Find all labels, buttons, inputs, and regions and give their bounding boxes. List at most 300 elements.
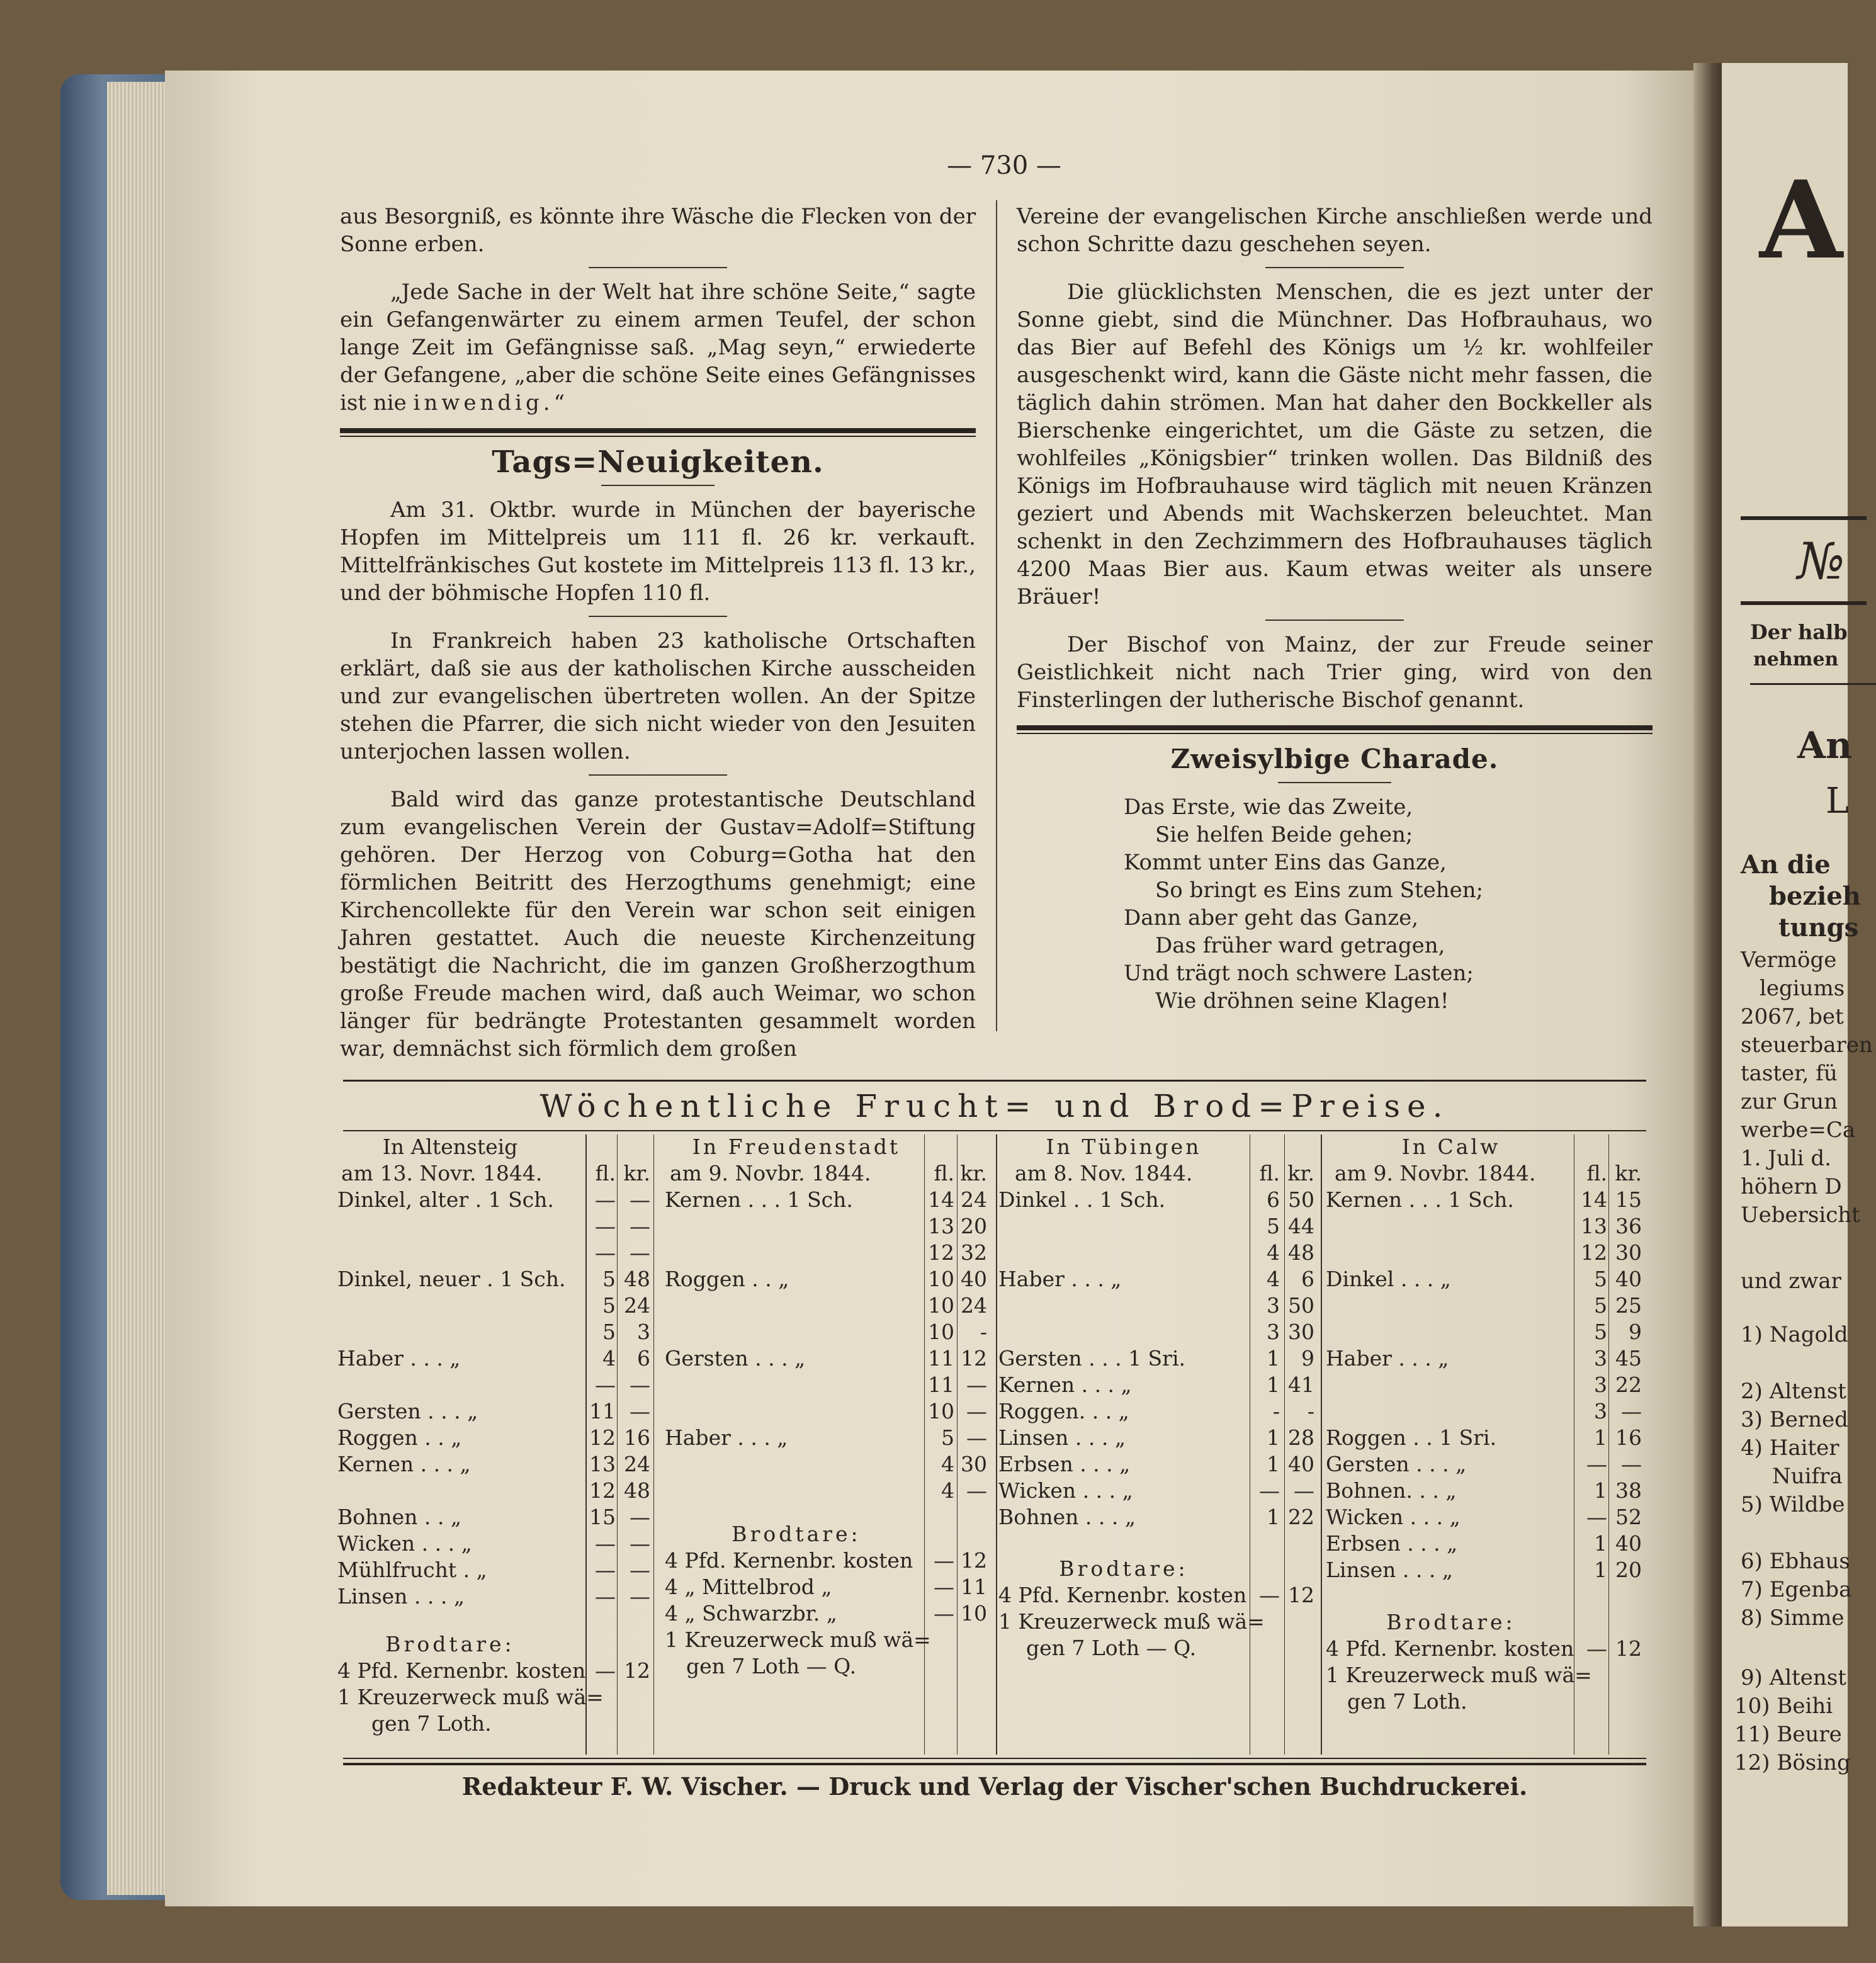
price-kr: 6 [637,1346,650,1371]
commodity-name: Wicken . . . „ [998,1478,1133,1503]
brod-kr: 11 [961,1575,987,1599]
table-row [995,1267,1322,1293]
commodity-name: Gersten . . . 1 Sri. [998,1346,1185,1371]
price-kr: 30 [1615,1240,1642,1265]
next-page-rule [1741,601,1867,605]
table-row [661,1425,995,1452]
price-kr: 41 [1288,1372,1314,1397]
commodity-name: Dinkel . . 1 Sch. [998,1187,1166,1212]
table-row [334,1320,661,1346]
price-fl: 3 [1594,1346,1607,1371]
table-bottom-rule [343,1758,1646,1765]
next-page-line: 10) Beihi [1734,1694,1833,1719]
place-name: In Calw [1401,1134,1501,1159]
table-row [995,1478,1322,1505]
price-fl: 11 [589,1399,616,1423]
next-page-masthead: A [1760,157,1843,283]
table-row [1322,1372,1649,1399]
table-top-rule [343,1078,1646,1082]
table-row [1322,1267,1649,1293]
price-fl: — [1586,1505,1607,1529]
price-fl: 3 [1594,1372,1607,1397]
next-page-rule [1750,683,1876,685]
price-kr: 20 [961,1214,987,1238]
price-fl: — [1586,1452,1607,1476]
commodity-name: Linsen . . . „ [337,1584,465,1609]
table-row [1322,1531,1649,1558]
next-page-line: 8) Simme [1741,1605,1845,1631]
table-row [334,1267,661,1293]
price-fl: 11 [928,1346,954,1371]
brod-fl: — [934,1575,954,1599]
table-row [334,1293,661,1320]
commodity-name: Erbsen . . . „ [998,1452,1131,1476]
table-row [661,1293,995,1320]
charade-poem [1017,793,1653,1015]
price-fl: 15 [589,1505,616,1529]
brod-line: 4 Pfd. Kernenbr. kosten [665,1548,913,1573]
brod-line: 4 Pfd. Kernenbr. kosten [1326,1636,1574,1661]
separator [1265,267,1404,268]
next-page-line: nehmen [1753,648,1839,670]
next-page-line: zur Grun [1741,1089,1838,1114]
prices-freudenstadt [661,1134,995,1755]
table-row [995,1505,1322,1531]
commodity-name: Roggen . . „ [337,1425,462,1450]
table-row [334,1346,661,1372]
table-row [995,1399,1322,1425]
commodity-name: Wicken . . . „ [1326,1505,1461,1529]
price-fl: — [595,1240,616,1265]
price-kr: — [966,1425,987,1450]
market-date: am 9. Novbr. 1844. [670,1161,871,1185]
price-fl: — [1259,1478,1280,1503]
price-kr: 3 [637,1320,650,1344]
price-fl: 10 [928,1267,954,1291]
market-date: am 9. Novbr. 1844. [1335,1161,1536,1185]
next-page-line: Der halb [1750,620,1848,644]
commodity-name: Roggen . . 1 Sri. [1326,1425,1497,1450]
price-fl: 12 [928,1240,954,1265]
next-page-line: taster, fü [1741,1061,1838,1086]
price-fl: 10 [928,1399,954,1423]
brod-fl: — [1586,1636,1607,1661]
table-title: Wöchentliche Frucht= und Brod=Preise. [540,1088,1450,1124]
table-row [1322,1478,1649,1505]
next-page-line: steuerbaren [1741,1032,1873,1058]
prices-tuebingen [995,1134,1322,1755]
next-page-line: 7) Egenba [1741,1577,1852,1602]
price-fl: 3 [1267,1293,1280,1318]
price-kr: 30 [961,1452,987,1476]
price-kr: 36 [1615,1214,1642,1238]
brod-line: 1 Kreuzerweck muß wä= [998,1609,1265,1634]
price-fl: 1 [1267,1505,1280,1529]
price-kr: 30 [1288,1320,1314,1344]
price-fl: 1 [1267,1452,1280,1476]
column-rule [996,200,997,1031]
spaced-word: inwendig. [413,390,554,416]
table-row [1322,1214,1649,1240]
next-page-line: Vermöge [1741,948,1837,973]
price-kr: — [630,1372,650,1397]
price-fl: — [595,1531,616,1556]
price-fl: 1 [1594,1425,1607,1450]
next-page-number-sign: № [1797,532,1845,591]
price-fl: 14 [1581,1187,1607,1212]
next-page-line: 1) Nagold [1741,1322,1848,1347]
table-row [1322,1293,1649,1320]
table-row [995,1425,1322,1452]
price-kr: — [966,1399,987,1423]
price-kr: 9 [1301,1346,1314,1371]
fl-header: fl. [934,1161,954,1185]
price-fl: 3 [1267,1320,1280,1344]
commodity-name: Kernen . . . 1 Sch. [665,1187,853,1212]
place-name: In Tübingen [1046,1134,1202,1159]
next-page-line: 4) Haiter [1741,1435,1839,1461]
price-fl: 1 [1594,1478,1607,1503]
left-column [340,203,976,1063]
price-kr: 24 [624,1452,650,1476]
brod-kr: 12 [1288,1583,1314,1607]
next-page-line: 11) Beure [1734,1722,1842,1747]
next-page-line: 6) Ebhaus [1741,1549,1850,1574]
next-page-line: 9) Altenst [1741,1665,1846,1690]
table-row [334,1505,661,1531]
next-page-heading: L [1826,781,1850,822]
market-date: am 8. Nov. 1844. [1015,1161,1193,1185]
table-row [334,1584,661,1610]
kr-header: kr. [1287,1161,1314,1185]
price-fl: 4 [941,1452,954,1476]
price-fl: 4 [602,1346,616,1371]
table-row [334,1372,661,1399]
next-page-line: tungs [1778,913,1859,942]
price-kr: — [630,1558,650,1582]
commodity-name: Bohnen . . . „ [998,1505,1136,1529]
prices-calw [1322,1134,1649,1755]
poem-line: Sie helfen Beide gehen; [1155,822,1413,847]
commodity-name: Dinkel, alter . 1 Sch. [337,1187,554,1212]
next-page-line: 12) Bösing [1734,1750,1851,1775]
commodity-name: Dinkel . . . „ [1326,1267,1451,1291]
price-fl: 14 [928,1187,954,1212]
brod-line: 4 „ Schwarzbr. „ [665,1601,837,1626]
price-fl: — [595,1187,616,1212]
price-fl: 12 [1581,1240,1607,1265]
paragraph: Am 31. Oktbr. wurde in München der bayerische Hopfen im Mittelpreis um 111 fl. 26 kr. verkauft. Mittelfränkisches Gut kostete im Mittelpreis 113 fl. 13 kr., und der böhmische Hopfen 110 fl. [340,497,976,606]
price-fl: 5 [1594,1293,1607,1318]
table-row [661,1452,995,1478]
kr-header: kr. [960,1161,987,1185]
commodity-name: Wicken . . . „ [337,1531,472,1556]
brod-fl: — [934,1601,954,1626]
price-fl: 13 [1581,1214,1607,1238]
next-page-rule [1741,516,1867,520]
paragraph: aus Besorgniß, es könnte ihre Wäsche die Flecken von der Sonne erben. [340,204,976,257]
table-row [1322,1346,1649,1372]
brod-fl: — [595,1658,616,1683]
separator [601,485,715,486]
price-fl: — [595,1558,616,1582]
price-kr: 48 [624,1267,650,1291]
price-kr: — [1621,1399,1642,1423]
price-kr: 28 [1288,1425,1314,1450]
price-fl: 13 [589,1452,616,1476]
brod-fl: — [934,1548,954,1573]
commodity-name: Haber . . . „ [1326,1346,1449,1371]
brod-title: Brodtare: [385,1632,515,1656]
price-fl: 11 [928,1372,954,1397]
price-kr: 40 [1615,1267,1642,1291]
price-kr: 45 [1615,1346,1642,1371]
price-kr: 24 [624,1293,650,1318]
price-kr: - [1307,1399,1314,1423]
commodity-name: Kernen . . . „ [337,1452,471,1476]
commodity-name: Kernen . . . „ [998,1372,1132,1397]
price-kr: 40 [1288,1452,1314,1476]
closing-quote: “ [553,390,565,416]
price-kr: — [966,1372,987,1397]
table-row [1322,1452,1649,1478]
next-page-line: und zwar [1741,1269,1841,1294]
table-row [334,1558,661,1584]
commodity-name: Gersten . . . „ [665,1346,806,1371]
table-row [1322,1505,1649,1531]
table-row [661,1372,995,1399]
price-fl: 1 [1267,1346,1280,1371]
commodity-name: Bohnen . . „ [337,1505,461,1529]
price-fl: — [595,1584,616,1609]
place-name: In Freudenstadt [692,1134,901,1159]
price-fl: 3 [1594,1399,1607,1423]
table-row [1322,1187,1649,1214]
price-kr: 32 [961,1240,987,1265]
table-row [1322,1399,1649,1425]
paragraph: Die glücklichsten Menschen, die es jezt unter der Sonne giebt, sind die Münchner. Das Hofbrauhaus, wo das Bier auf Befehl des Königs um ½ kr. wohlfeiler ausgeschenkt wird, kann die Gäste nicht mehr fassen, die täglich dahin strömen. Man hat daher den Bockkeller als Bierschenke eingerichtet, um die Gäste zu setzen, die wohlfeiles „Königsbier“ trinken wollen. Das Bildniß des Königs im Hofbrauhause wird täglich mit neuen Kränzen geziert und Abends mit Wachskerzen beleuchtet. Man schenkt in den Zechzimmern des Hofbrauhauses täglich 4200 Maas Bier aus. Kaum etwas weiter als unsere Bräuer! [1017,280,1653,609]
price-fl: 5 [1267,1214,1280,1238]
price-fl: 4 [1267,1267,1280,1291]
commodity-name: Dinkel, neuer . 1 Sch. [337,1267,566,1291]
separator [1278,782,1391,783]
table-row [1322,1240,1649,1267]
brod-kr: 12 [961,1548,987,1573]
paragraph: Vereine der evangelischen Kirche anschließen werde und schon Schritte dazu geschehen seyen. [1017,204,1653,257]
fl-header: fl. [595,1161,616,1185]
poem-line: Das früher ward getragen, [1155,933,1445,958]
price-kr: 40 [1615,1531,1642,1556]
commodity-name: Haber . . . „ [337,1346,461,1371]
paragraph: Der Bischof von Mainz, der zur Freude seiner Geistlichkeit nicht nach Trier ging, wird von den Finsterlingen der lutherische Bischof genannt. [1017,632,1653,713]
next-page-line: 2067, bet [1741,1004,1844,1029]
next-page-line: werbe=Ca [1741,1117,1856,1143]
price-kr: — [630,1187,650,1212]
price-fl: 1 [1594,1558,1607,1582]
price-fl: 10 [928,1320,954,1344]
price-kr: 24 [961,1293,987,1318]
price-kr: - [980,1320,987,1344]
brod-line: 1 Kreuzerweck muß wä= [665,1627,931,1652]
separator [589,267,727,268]
price-fl: 1 [1267,1425,1280,1450]
fl-header: fl. [1259,1161,1280,1185]
next-page-line: Nuifra [1772,1464,1843,1489]
price-fl: 1 [1594,1531,1607,1556]
commodity-name: Haber . . . „ [998,1267,1122,1291]
next-page-line: höhern D [1741,1174,1842,1199]
price-kr: 20 [1615,1558,1642,1582]
next-page-line: 2) Altenst [1741,1379,1846,1404]
table-row [334,1531,661,1558]
price-kr: 16 [1615,1425,1642,1450]
price-kr: 15 [1615,1187,1642,1212]
commodity-name: Linsen . . . „ [998,1425,1126,1450]
price-kr: — [630,1531,650,1556]
table-row [1322,1558,1649,1584]
price-fl: 12 [589,1478,616,1503]
table-row [1322,1320,1649,1346]
price-kr: 12 [961,1346,987,1371]
commodity-name: Gersten . . . „ [337,1399,478,1423]
table-row [995,1187,1322,1214]
table-row [661,1478,995,1505]
poem-line: Wie dröhnen seine Klagen! [1155,988,1449,1014]
table-row [334,1425,661,1452]
brod-line: gen 7 Loth. [1347,1689,1467,1714]
price-fl: 5 [941,1425,954,1450]
table-row [334,1452,661,1478]
price-kr: — [630,1214,650,1238]
next-page-line: bezieh [1769,881,1861,911]
table-title-rule [343,1130,1646,1131]
price-fl: 5 [602,1293,616,1318]
price-kr: 22 [1615,1372,1642,1397]
brod-line: 4 Pfd. Kernenbr. kosten [337,1658,586,1683]
section-heading: Zweisylbige Charade. [1170,744,1499,774]
price-kr: — [630,1584,650,1609]
price-kr: 25 [1615,1293,1642,1318]
table-row [995,1346,1322,1372]
price-fl: 5 [602,1320,616,1344]
price-kr: — [1294,1478,1314,1503]
prices-altensteig [334,1134,661,1755]
table-row [661,1399,995,1425]
price-kr: — [630,1399,650,1423]
table-row [661,1346,995,1372]
separator [589,616,727,617]
brod-fl: — [1259,1583,1280,1607]
double-rule [1017,725,1653,734]
brod-line: 1 Kreuzerweck muß wä= [337,1685,604,1709]
price-kr: 16 [624,1425,650,1450]
commodity-name: Bohnen. . . „ [1326,1478,1457,1503]
table-row [334,1240,661,1267]
price-kr: 6 [1301,1267,1314,1291]
table-row [334,1187,661,1214]
price-fl: — [595,1214,616,1238]
table-row [995,1214,1322,1240]
separator [1265,619,1404,621]
table-row [661,1187,995,1214]
table-row [661,1240,995,1267]
table-row [995,1452,1322,1478]
next-page-fragment [1722,63,1873,1926]
table-row [995,1240,1322,1267]
commodity-name: Erbsen . . . „ [1326,1531,1458,1556]
table-row [995,1372,1322,1399]
poem-line: Und trägt noch schwere Lasten; [1124,961,1474,986]
next-page-line: 3) Berned [1741,1407,1848,1432]
commodity-name: Gersten . . . „ [1326,1452,1467,1476]
separator [589,774,727,776]
price-fl: 4 [941,1478,954,1503]
next-page-heading: An [1797,724,1853,767]
price-kr: 24 [961,1187,987,1212]
brod-title: Brodtare: [732,1522,861,1546]
page-number: — 730 — [947,151,1061,180]
price-fl: 4 [1267,1240,1280,1265]
poem-line: Kommt unter Eins das Ganze, [1124,850,1447,875]
kr-header: kr. [1615,1161,1642,1185]
table-row [661,1320,995,1346]
brod-title: Brodtare: [1059,1556,1189,1581]
price-kr: 22 [1288,1505,1314,1529]
price-fl: 6 [1267,1187,1280,1212]
place-name: In Altensteig [382,1134,518,1159]
double-rule [340,428,976,437]
next-page-line: legiums [1760,976,1845,1001]
poem-line: So bringt es Eins zum Stehen; [1155,878,1484,903]
fl-header: fl. [1586,1161,1607,1185]
paragraph-text: „Jede Sache in der Welt hat ihre schöne Seite,“ sagte ein Gefangenwärter zu einem armen Teufel, der schon lange Zeit im Gefängnisse saß. „Mag seyn,“ erwiederte der Gefangene, „aber die schöne Seite eines Gefängnisses ist nie [340,280,976,416]
brod-line: gen 7 Loth. [371,1711,492,1736]
section-heading: Tags=Neuigkeiten. [492,444,824,480]
price-kr: — [630,1505,650,1529]
price-kr: — [1621,1452,1642,1476]
next-page-line: An die [1741,850,1831,880]
price-fl: 5 [602,1267,616,1291]
book-gutter [1693,63,1725,1926]
brod-line: 4 „ Mittelbrod „ [665,1575,832,1599]
commodity-name: Roggen. . . „ [998,1399,1129,1423]
commodity-name: Kernen . . . 1 Sch. [1326,1187,1514,1212]
brod-kr: 12 [624,1658,650,1683]
table-row [995,1293,1322,1320]
price-fl: 5 [1594,1320,1607,1344]
imprint-footer: Redakteur F. W. Vischer. — Druck und Verlag der Vischer'schen Buchdruckerei. [461,1772,1528,1801]
price-kr: 40 [961,1267,987,1291]
price-fl: - [1272,1399,1280,1423]
price-fl: 13 [928,1214,954,1238]
price-fl: — [595,1372,616,1397]
table-row [1322,1425,1649,1452]
price-kr: 38 [1615,1478,1642,1503]
next-page-line: Uebersicht [1741,1202,1860,1228]
price-kr: — [966,1478,987,1503]
brod-title: Brodtare: [1386,1610,1516,1634]
paragraph: Bald wird das ganze protestantische Deutschland zum evangelischen Verein der Gustav=Adolf=Stiftung gehören. Der Herzog von Coburg=Gotha hat den förmlichen Beitritt des Herzogthums genehmigt; eine Kirchencollekte für den Verein war schon seit einigen Jahren gestattet. Auch die neueste Kirchenzeitung bestätigt die Nachricht, die im ganzen Großherzogthum große Freude machen wird, daß auch Weimar, wo schon länger für bedrängte Protestanten gesammelt worden war, demnächst sich förmlich dem großen [340,787,976,1061]
price-fl: 5 [1594,1267,1607,1291]
price-kr: 50 [1288,1293,1314,1318]
table-row [661,1267,995,1293]
table-row [334,1478,661,1505]
paragraph: In Frankreich haben 23 katholische Ortschaften erklärt, daß sie aus der katholischen Kirche ausscheiden und zur evangelischen übertreten wollen. An der Spitze stehen die Pfarrer, die sich nicht wieder von den Jesuiten unterjochen lassen wollen. [340,628,976,764]
price-kr: 44 [1288,1214,1314,1238]
table-row [995,1320,1322,1346]
brod-line: gen 7 Loth — Q. [686,1654,857,1678]
price-kr: 48 [624,1478,650,1503]
